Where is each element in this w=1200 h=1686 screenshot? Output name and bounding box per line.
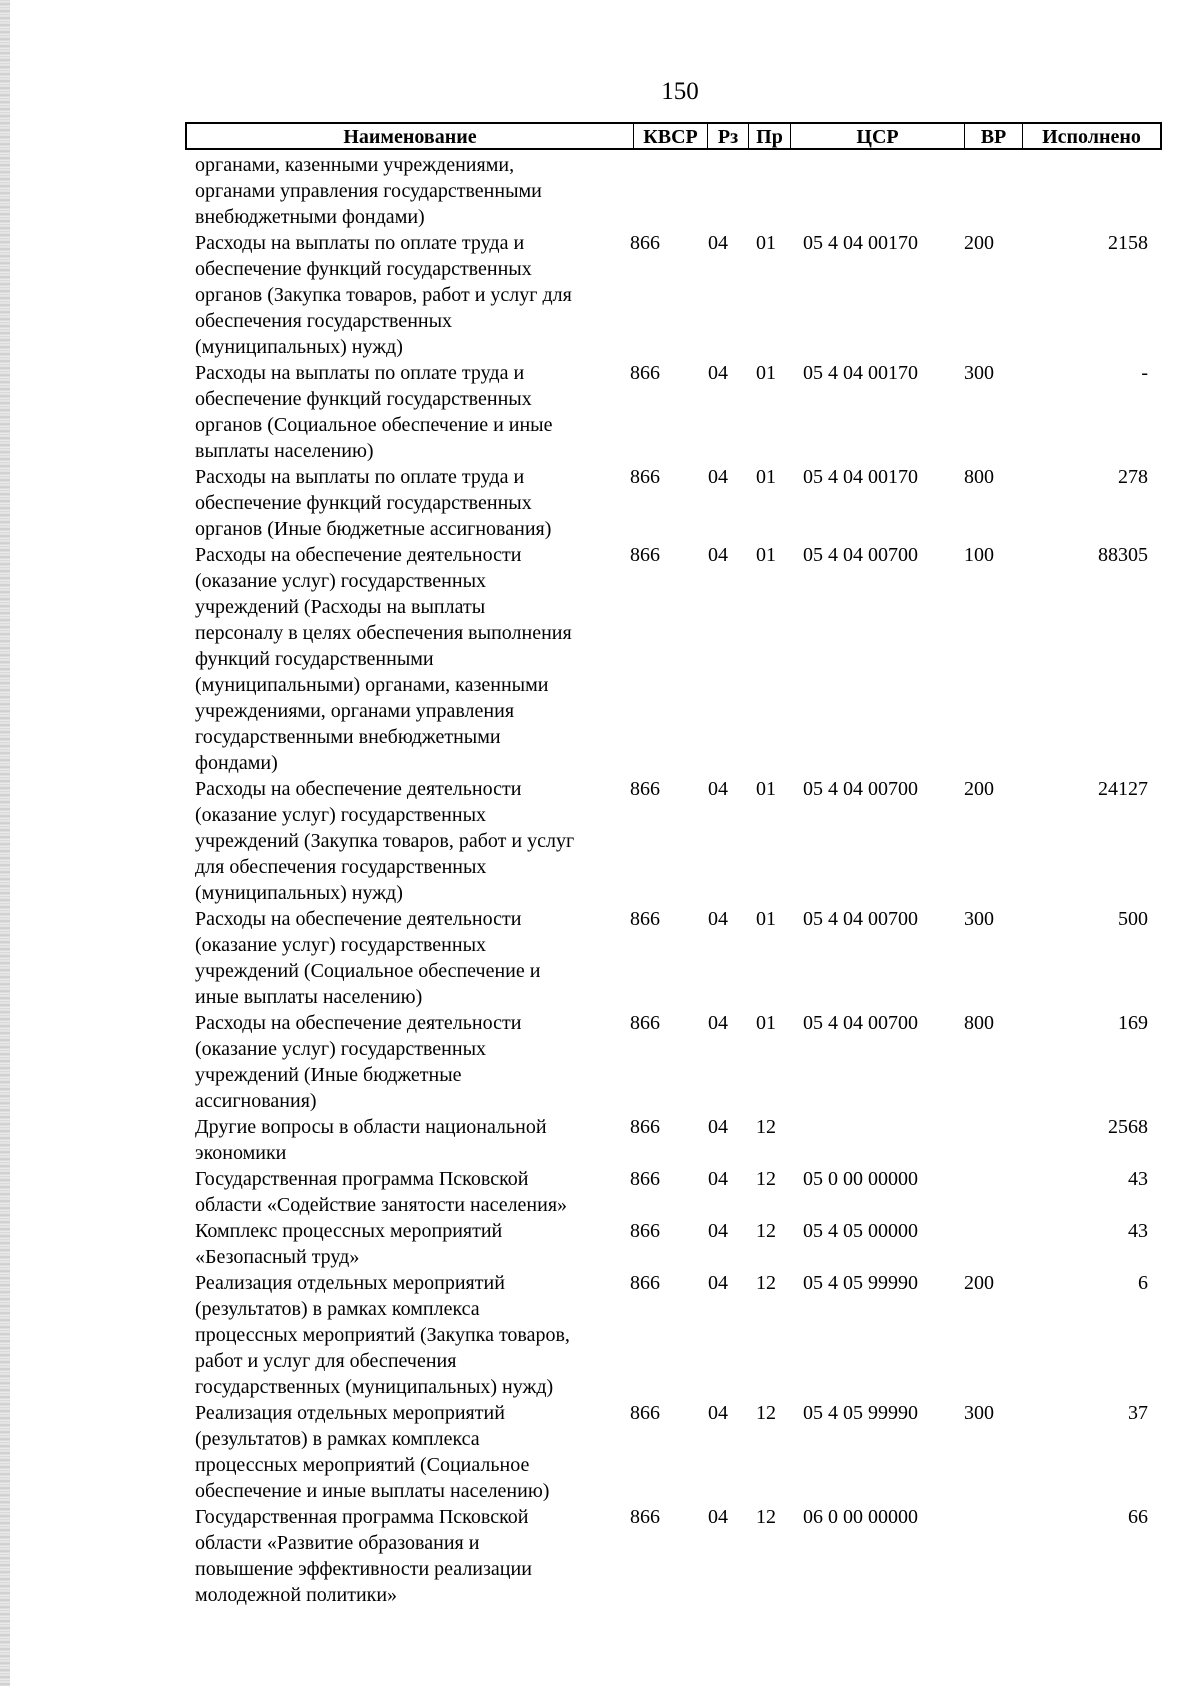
header-csr: ЦСР (791, 124, 965, 148)
header-kvsr: КВСР (634, 124, 708, 148)
row-rz: 04 (708, 1012, 728, 1034)
row-kvsr: 866 (630, 1012, 660, 1034)
row-vr (964, 1218, 1028, 1270)
row-name: Комплекс процессных мероприятий «Безопасный труд» (195, 1220, 503, 1268)
row-pr: 01 (756, 778, 776, 800)
row-vr: 200 (964, 232, 994, 254)
row-executed: 2568 (1108, 1116, 1148, 1138)
row-kvsr: 866 (630, 1272, 660, 1294)
row-pr: 12 (756, 1116, 776, 1138)
row-name: Другие вопросы в области национальной экономики (195, 1116, 547, 1164)
row-name: органами, казенными учреждениями, органами управления государственными внебюджетными фондами) (195, 154, 542, 228)
header-vr: ВР (965, 124, 1023, 148)
row-csr: 05 4 04 00700 (803, 544, 918, 566)
row-vr: 100 (964, 544, 994, 566)
row-vr: 200 (964, 1272, 994, 1294)
row-vr: 200 (964, 778, 994, 800)
table-row (185, 542, 1162, 776)
row-csr (803, 1114, 964, 1166)
row-csr: 05 4 04 00700 (803, 1012, 918, 1034)
row-rz: 04 (708, 544, 728, 566)
row-executed: 500 (1118, 908, 1148, 930)
row-csr: 05 4 05 99990 (803, 1272, 918, 1294)
header-rz: Рз (708, 124, 749, 148)
table-row (185, 906, 1162, 1010)
row-executed: 24127 (1098, 778, 1148, 800)
row-vr (964, 1114, 1028, 1166)
row-rz: 04 (708, 232, 728, 254)
row-rz: 04 (708, 1220, 728, 1242)
row-name: Реализация отдельных мероприятий (результатов) в рамках комплекса процессных мероприятий (Социальное обеспечение и иные выплаты населению) (195, 1402, 550, 1502)
row-name: Государственная программа Псковской области «Содействие занятости населения» (195, 1168, 568, 1216)
header-pr: Пр (749, 124, 791, 148)
row-vr: 800 (964, 1012, 994, 1034)
row-vr (964, 152, 1028, 230)
row-name: Реализация отдельных мероприятий (результатов) в рамках комплекса процессных мероприятий (Закупка товаров, работ и услуг для обеспечения государственных (муниципальных) нужд) (195, 1272, 570, 1398)
row-csr: 05 4 04 00170 (803, 362, 918, 384)
table-row (185, 1270, 1162, 1400)
row-pr: 12 (756, 1506, 776, 1528)
row-pr: 12 (756, 1168, 776, 1190)
row-csr: 05 4 05 00000 (803, 1220, 918, 1242)
row-csr: 05 4 04 00700 (803, 908, 918, 930)
row-rz: 04 (708, 1506, 728, 1528)
row-vr: 300 (964, 1402, 994, 1424)
row-kvsr: 866 (630, 466, 660, 488)
row-pr: 01 (756, 908, 776, 930)
row-pr: 12 (756, 1272, 776, 1294)
scan-edge (0, 0, 10, 1686)
row-name: Расходы на обеспечение деятельности (оказание услуг) государственных учреждений (Социальное обеспечение и иные выплаты населению) (195, 908, 541, 1008)
table-body (185, 152, 1162, 1608)
row-rz: 04 (708, 466, 728, 488)
row-name: Государственная программа Псковской области «Развитие образования и повышение эффективности реализации молодежной политики» (195, 1506, 532, 1606)
row-csr: 05 4 05 99990 (803, 1402, 918, 1424)
table-row (185, 776, 1162, 906)
row-executed: 37 (1128, 1402, 1148, 1424)
row-kvsr: 866 (630, 1168, 660, 1190)
row-executed: 278 (1118, 466, 1148, 488)
row-executed: - (1141, 362, 1148, 384)
row-rz: 04 (708, 362, 728, 384)
header-executed: Исполнено (1042, 125, 1141, 148)
row-pr: 01 (756, 362, 776, 384)
row-rz: 04 (708, 1168, 728, 1190)
row-kvsr: 866 (630, 232, 660, 254)
row-kvsr: 866 (630, 1506, 660, 1528)
table-row (185, 360, 1162, 464)
row-kvsr: 866 (630, 1116, 660, 1138)
table-row (185, 230, 1162, 360)
row-csr (803, 152, 964, 230)
table-row (185, 1504, 1162, 1608)
row-name: Расходы на обеспечение деятельности (оказание услуг) государственных учреждений (Иные бюджетные ассигнования) (195, 1012, 522, 1112)
table-row (185, 1400, 1162, 1504)
row-pr: 01 (756, 1012, 776, 1034)
table-row (185, 1114, 1162, 1166)
row-pr (754, 152, 803, 230)
row-name: Расходы на выплаты по оплате труда и обеспечение функций государственных органов (Социальное обеспечение и иные выплаты населению) (195, 362, 553, 462)
table-row (185, 152, 1162, 230)
row-pr: 01 (756, 544, 776, 566)
row-executed: 88305 (1098, 544, 1148, 566)
row-name: Расходы на выплаты по оплате труда и обеспечение функций государственных органов (Закупка товаров, работ и услуг для обеспечения государственных (муниципальных) нужд) (195, 232, 572, 358)
page-number: 150 (661, 78, 699, 105)
row-executed: 6 (1138, 1272, 1148, 1294)
row-executed: 66 (1128, 1506, 1148, 1528)
row-csr: 05 0 00 00000 (803, 1168, 918, 1190)
row-kvsr (625, 152, 706, 230)
row-rz: 04 (708, 908, 728, 930)
row-kvsr: 866 (630, 544, 660, 566)
row-kvsr: 866 (630, 778, 660, 800)
row-vr: 800 (964, 466, 994, 488)
table-row (185, 464, 1162, 542)
row-executed: 43 (1128, 1168, 1148, 1190)
header-name: Наименование (187, 124, 634, 148)
table-row (185, 1010, 1162, 1114)
row-name: Расходы на обеспечение деятельности (оказание услуг) государственных учреждений (Закупка товаров, работ и услуг для обеспечения государственных (муниципальных) нужд) (195, 778, 575, 904)
row-executed: 43 (1128, 1220, 1148, 1242)
row-csr: 06 0 00 00000 (803, 1506, 918, 1528)
row-kvsr: 866 (630, 908, 660, 930)
row-csr: 05 4 04 00170 (803, 466, 918, 488)
row-kvsr: 866 (630, 1402, 660, 1424)
row-vr: 300 (964, 908, 994, 930)
row-vr (964, 1504, 1028, 1608)
row-rz: 04 (708, 1116, 728, 1138)
table-row (185, 1166, 1162, 1218)
row-csr: 05 4 04 00170 (803, 232, 918, 254)
row-rz: 04 (708, 1402, 728, 1424)
row-rz: 04 (708, 778, 728, 800)
row-rz: 04 (708, 1272, 728, 1294)
table-row (185, 1218, 1162, 1270)
row-pr: 12 (756, 1402, 776, 1424)
row-vr (964, 1166, 1028, 1218)
row-executed: 169 (1118, 1012, 1148, 1034)
table-header (185, 122, 1162, 150)
row-pr: 01 (756, 466, 776, 488)
row-executed (1028, 152, 1162, 230)
row-executed: 2158 (1108, 232, 1148, 254)
row-pr: 12 (756, 1220, 776, 1242)
row-kvsr: 866 (630, 1220, 660, 1242)
row-pr: 01 (756, 232, 776, 254)
row-name: Расходы на выплаты по оплате труда и обеспечение функций государственных органов (Иные бюджетные ассигнования) (195, 466, 552, 540)
row-csr: 05 4 04 00700 (803, 778, 918, 800)
row-kvsr: 866 (630, 362, 660, 384)
row-name: Расходы на обеспечение деятельности (оказание услуг) государственных учреждений (Расходы на выплаты персоналу в целях обеспечения выполнения функций государственными (муниципальными) органами, казенными учреждениями, органами управления государственными внебюджетными фондами) (195, 544, 572, 774)
row-vr: 300 (964, 362, 994, 384)
row-rz (706, 152, 754, 230)
